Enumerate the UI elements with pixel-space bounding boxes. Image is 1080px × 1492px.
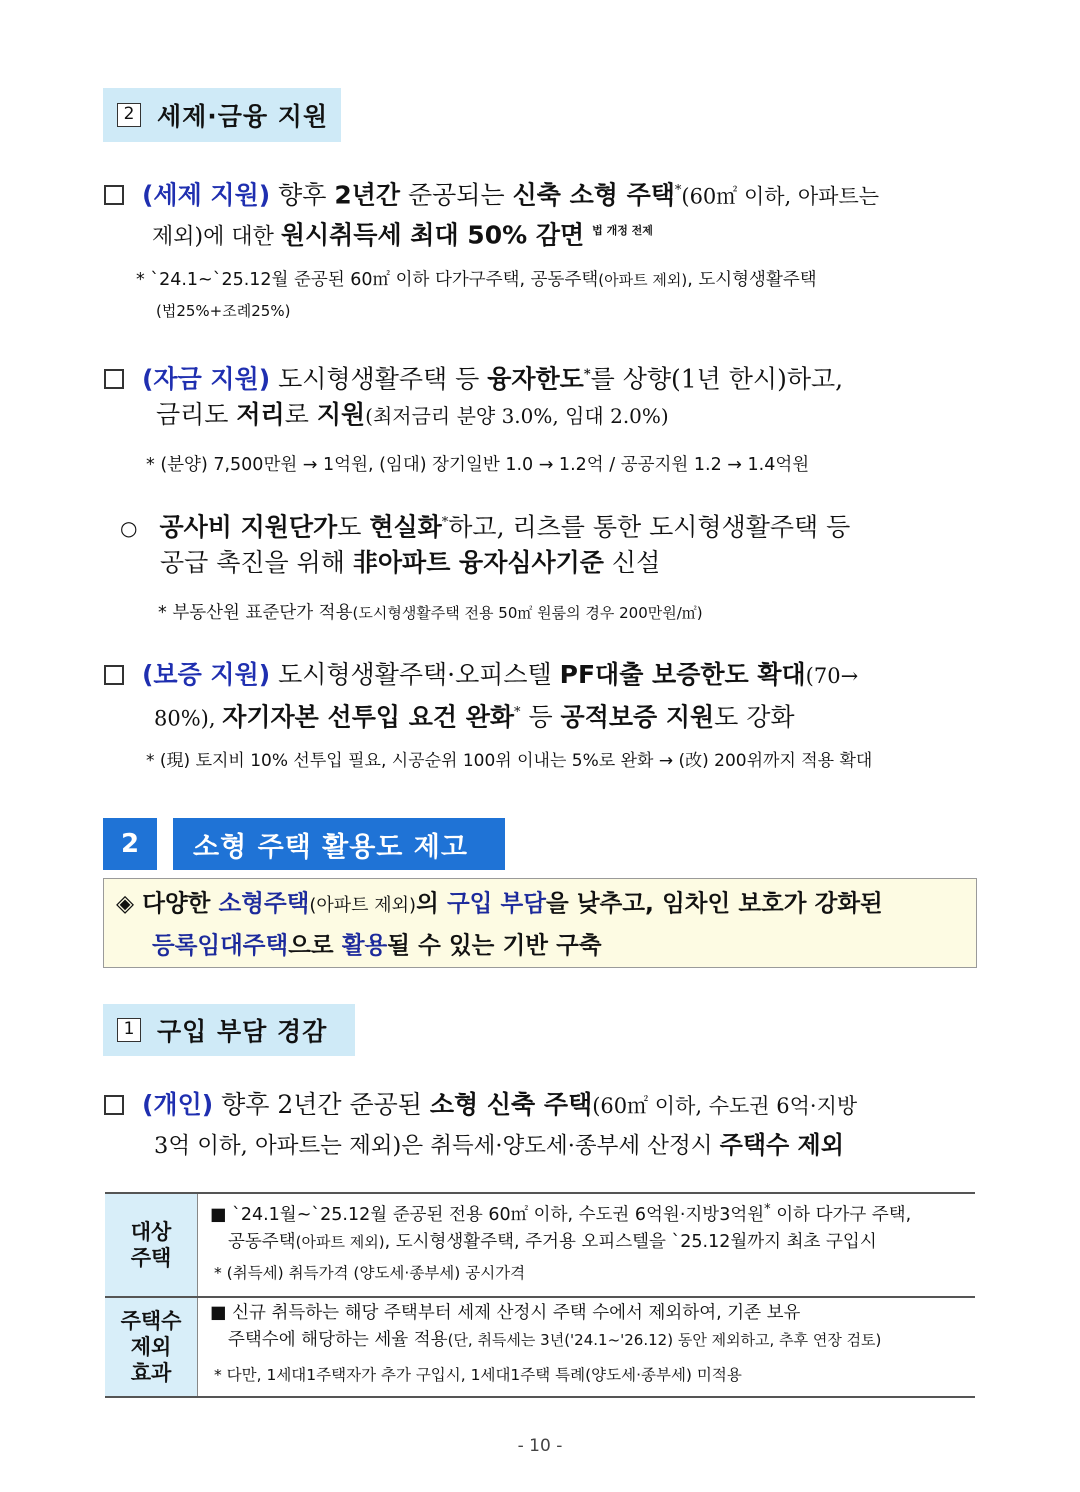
guarantee-line1: (보증 지원) 도시형생활주택·오피스텔 PF대출 보증한도 확대(70→ [104,656,858,695]
table-cell-effect: ■ 신규 취득하는 해당 주택부터 세제 산정시 주택 수에서 제외하여, 기존 보유 주택수에 해당하는 세율 적용(단, 취득세는 3년('24.1~'26.12) 동안 제외하고, 추후 연장 검토) * 다만, 1세대1주택자가 추가 구입시, 1세대1주택 특례(양도세·종부세) 미적용 [198,1297,976,1397]
checkbox-icon [104,185,124,205]
checkbox-icon [104,665,124,685]
fund-support-line2: 금리도 저리로 지원(최저금리 분양 3.0%, 임대 2.0%) [156,400,669,429]
summary-line2: 등록임대주택으로 활용될 수 있는 기반 구축 [152,931,602,959]
subheading-number: 2 [117,103,141,127]
checkbox-icon [104,369,124,389]
subheading-title: 구입 부담 경감 [157,1017,328,1046]
table-header-effect: 주택수 제외 효과 [105,1297,198,1397]
subheading-tax-finance [103,88,341,142]
tax-note: * `24.1~`25.12월 준공된 60㎡ 이하 다가구주택, 공동주택(아파트 제외), 도시형생활주택 [136,270,817,290]
cost-line1: ○ 공사비 지원단가도 현실화*하고, 리츠를 통한 도시형생활주택 등 [120,512,851,542]
section-title: 소형 주택 활용도 제고 [173,818,505,870]
individual-line1: (개인) 향후 2년간 준공된 소형 신축 주택(60㎡ 이하, 수도권 6억·지방 [104,1086,857,1125]
table-row [105,1297,975,1397]
diamond-bullet-icon: ◈ [116,889,135,917]
circle-bullet-icon: ○ [120,516,138,541]
cost-note: * 부동산원 표준단가 적용(도시형생활주택 전용 50㎡ 원룸의 경우 200만원/㎡) [158,603,703,623]
tax-support-line1: (세제 지원) 향후 2년간 준공되는 신축 소형 주택*(60㎡ 이하, 아파트는 [104,172,879,215]
subheading-number: 1 [117,1018,141,1042]
info-table [105,1192,975,1398]
summary-line1: ◈ 다양한 소형주택(아파트 제외)의 구입 부담을 낮추고, 임차인 보호가 강화된 [116,889,883,917]
cost-line2: 공급 촉진을 위해 非아파트 융자심사기준 신설 [160,548,661,577]
table-cell-target: ■ `24.1월~`25.12월 준공된 전용 60㎡ 이하, 수도권 6억원·지방3억원* 이하 다가구 주택, 공동주택(아파트 제외), 도시형생활주택, 주거용 오피스텔을 `25.12월까지 최초 구입시 * (취득세) 취득가격 (양도세·종부세) 공시가격 [198,1193,976,1297]
fund-support-line1: (자금 지원) 도시형생활주택 등 융자한도*를 상향(1년 한시)하고, [104,356,843,398]
tax-note-line2: (법25%+조례25%) [156,302,291,320]
fund-note: * (분양) 7,500만원 → 1억원, (임대) 장기일반 1.0 → 1.2억 / 공공지원 1.2 → 1.4억원 [146,455,810,475]
individual-line2: 3억 이하, 아파트는 제외)은 취득세·양도세·종부세 산정시 주택수 제외 [154,1131,844,1159]
guarantee-line2: 80%), 자기자본 선투입 요건 완화* 등 공적보증 지원도 강화 [154,702,795,732]
subheading-purchase-burden [103,1004,355,1056]
table-header-target: 대상 주택 [105,1193,198,1297]
subheading-title: 세제·금융 지원 [157,102,329,131]
table-row [105,1193,975,1297]
guarantee-note: * (現) 토지비 10% 선투입 필요, 시공순위 100위 이내는 5%로 완화 → (改) 200위까지 적용 확대 [146,751,873,771]
tax-support-line2: 제외)에 대한 원시취득세 최대 50% 감면 $^{법 개정 전제}$ [152,220,653,250]
checkbox-icon [104,1095,124,1115]
page-number: - 10 - [517,1436,563,1456]
section-number: 2 [103,818,157,870]
